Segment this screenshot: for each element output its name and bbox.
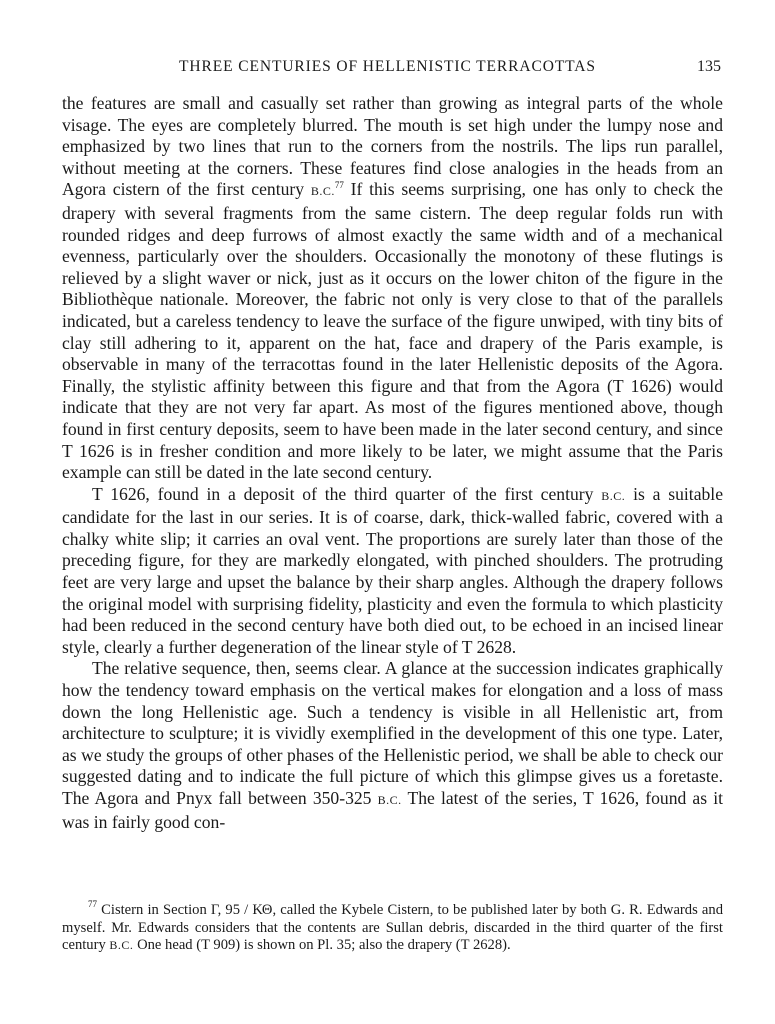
paragraph-1	[62, 93, 723, 484]
footnote-number: 77	[88, 899, 97, 909]
running-title: THREE CENTURIES OF HELLENISTIC TERRACOTTAS	[179, 58, 596, 75]
footnote-reference: 77	[334, 180, 344, 191]
footnotes	[62, 899, 723, 955]
small-caps-bc: B.C.	[601, 488, 626, 503]
paragraph-2	[62, 484, 723, 659]
paragraph-3-text-a: The relative sequence, then, seems clear. A glance at the succession indicates graphically how the tendency toward emphasis on the vertical makes for elongation and a loss of mass down the long Hellenistic age. Such a tendency is visible in all Hellenistic art, from architecture to sculpture; it is vividly exemplified in the development of this one type. Later, as we study the groups of other phases of the Hellenistic period, we shall be able to check our suggested dating and to indicate the full picture of which this glimpse gives us a foretaste. The Agora and Pnyx fall between 350-325	[62, 658, 723, 808]
paragraph-3-text-b: The latest of the series, T 1626, found as it was in fairly good con-	[62, 788, 723, 832]
footnote-77	[62, 899, 723, 955]
paragraph-3	[62, 658, 723, 833]
small-caps-bc: B.C.	[377, 793, 402, 807]
page-number: 135	[697, 58, 721, 75]
paragraph-1-text-a: the features are small and casually set rather than growing as integral parts of the whole visage. The eyes are completely blurred. The mouth is set high under the lumpy nose and emphasized by two lines that run to the corners from the nostrils. The lips run parallel, without meeting at the corners. These features find close analogies in the heads from an Agora cistern of the first century	[62, 93, 723, 200]
footnote-text-a: Cistern in Section Γ, 95 / ΚΘ, called the Kybele Cistern, to be published later by both G. R. Edwards and myself. Mr. Edwards considers that the contents are Sullan debris, discarded in the third quarter of the first century	[62, 902, 723, 954]
small-caps-bc: B.C.	[109, 938, 134, 953]
page-header	[0, 58, 775, 82]
paragraph-1-text-b: If this seems surprising, one has only to check the drapery with several fragments from the same cistern. The deep regular folds run with rounded ridges and deep furrows of almost exactly the same width and of a mechanical evenness, particularly over the shoulders. Occasionally the monotony of these flutings is relieved by a slight waver or nick, just as it occurs on the lower chiton of the figure in the Bibliothèque nationale. Moreover, the fabric not only is very close to that of the parallels indicated, but a careless tendency to leave the surface of the figure unwiped, with tiny bits of clay still adhering to it, apparent on the hat, face and drapery of the Paris example, is observable in many of the terracottas found in the later Hellenistic deposits of the Agora. Finally, the stylistic affinity between this figure and that from the Agora (T 1626) would indicate that they are not very far apart. As most of the figures mentioned above, though found in first century deposits, seem to have been made in the later second century, and since T 1626 is in fresher condition and more likely to be later, we might assume that the Paris example can still be dated in the late second century.	[62, 179, 723, 483]
paragraph-2-text-a: T 1626, found in a deposit of the third quarter of the first century	[92, 483, 602, 504]
small-caps-bc: B.C.	[310, 184, 335, 199]
footnote-text-b: One head (T 909) is shown on Pl. 35; also the drapery (T 2628).	[133, 937, 511, 954]
paragraph-2-text-b: is a suitable candidate for the last in our series. It is of coarse, dark, thick-walled fabric, covered with a chalky white slip; it carries an oval vent. The proportions are surely later than those of the preceding figure, for they are markedly elongated, with pinched shoulders. The protruding feet are very large and upset the balance by their sharp angles. Although the drapery follows the original model with surprising fidelity, plasticity and even the formula to which plasticity had been reduced in the second century have both died out, to be echoed in an incised linear style, clearly a further degeneration of the linear style of T 2628.	[62, 483, 723, 657]
body-text	[62, 93, 723, 833]
